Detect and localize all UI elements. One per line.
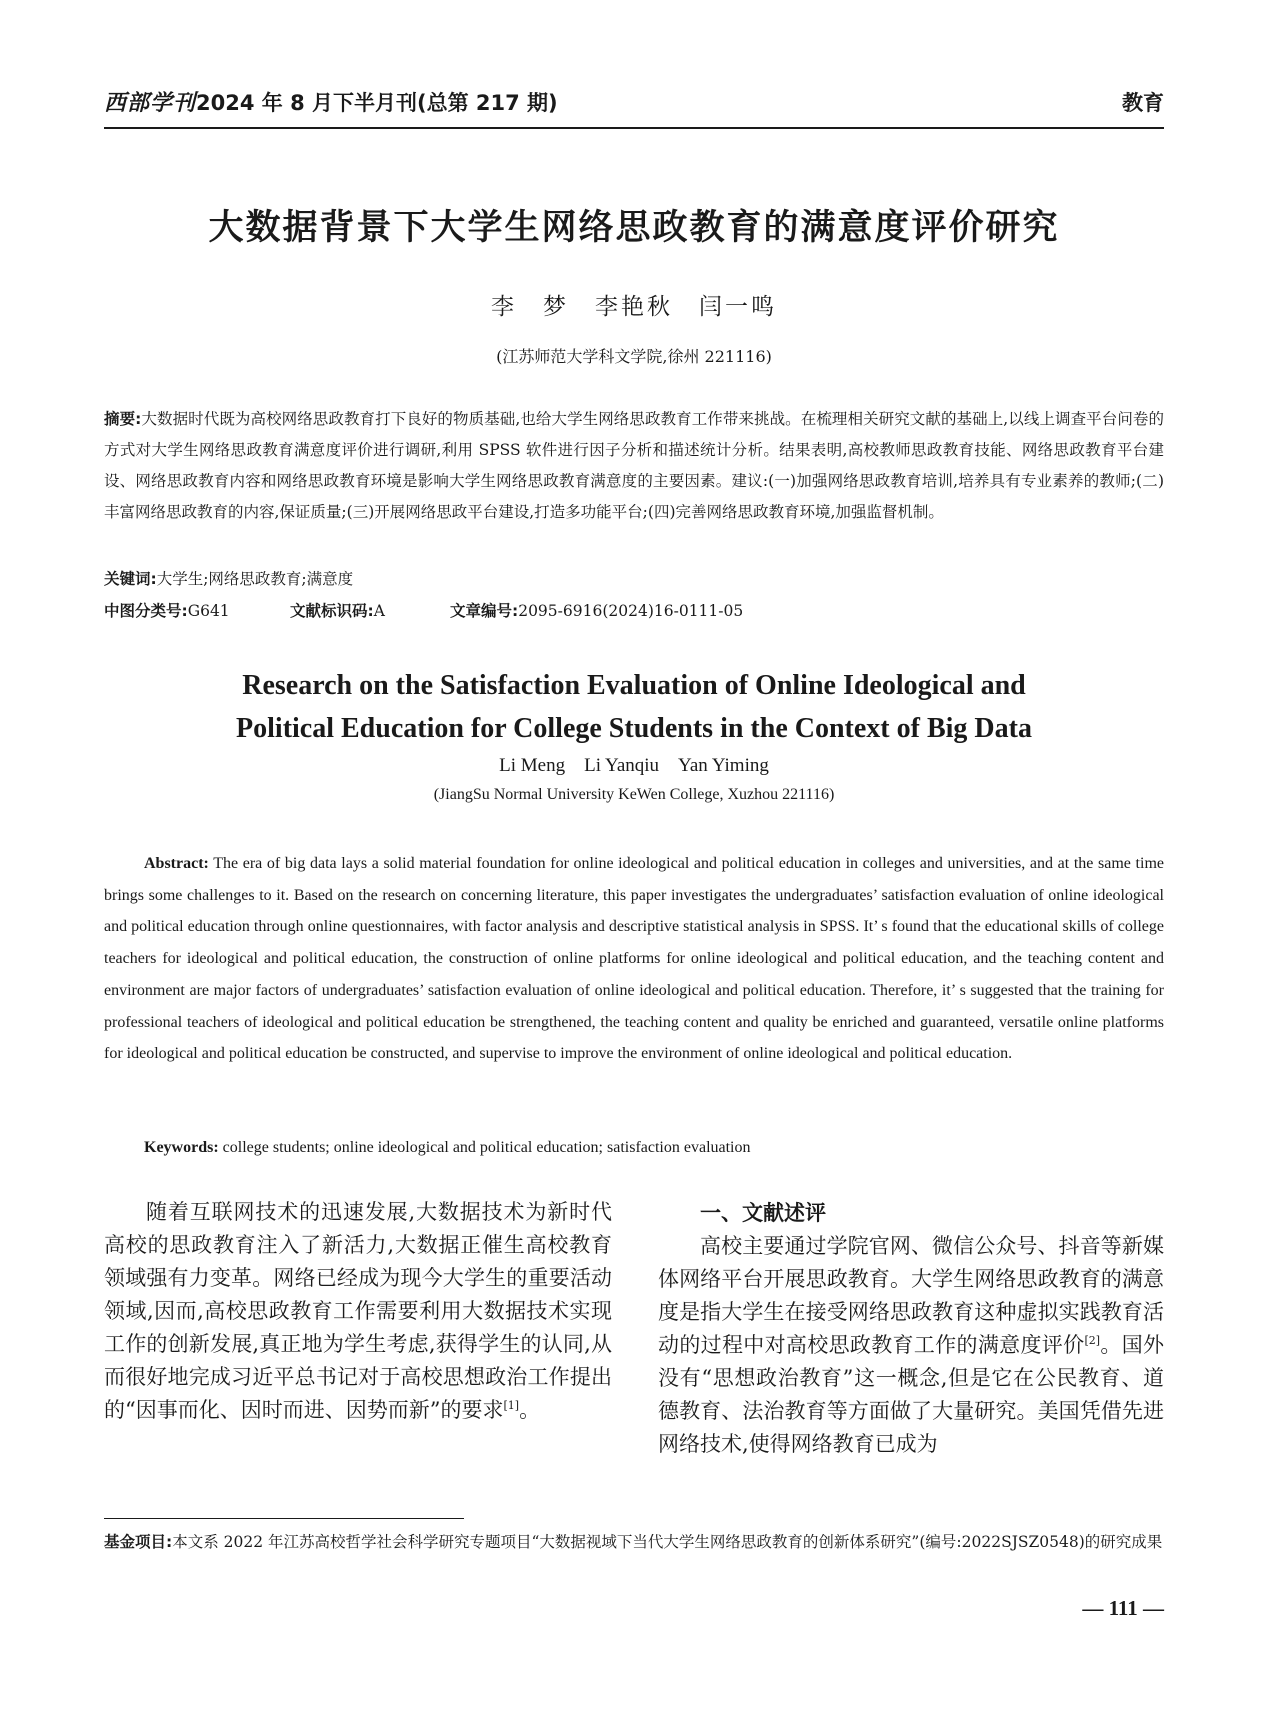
body-column-right xyxy=(658,1196,1164,1461)
section-heading: 一、文献述评 xyxy=(700,1201,826,1225)
running-header xyxy=(104,86,1164,126)
citation-ref: [1] xyxy=(503,1399,520,1412)
authors-english: Li Meng Li Yanqiu Yan Yiming xyxy=(499,755,769,776)
citation-ref: [2] xyxy=(1084,1334,1101,1347)
abstract-english-text: The era of big data lays a solid material foundation for online ideological and political education in colleges and universities, and at the same time brings some challenges to it. Based on the research on concerning literature, this paper investigates the undergraduates’ satisfaction evaluation of online ideological and political education through online questionnaires, with factor analysis and descriptive statistical analysis in SPSS. It’ s found that the educational skills of college teachers for ideological and political education, the construction of online platforms for online ideological and political education, and the teaching content and environment are major factors of undergraduates’ satisfaction evaluation of online ideological and political education. Therefore, it’ s suggested that the training for professional teachers of ideological and political education be strengthened, the teaching content and quality be enriched and guaranteed, versatile online platforms for ideological and political education be constructed, and supervise to improve the environment of online ideological and political education. xyxy=(104,855,1164,1063)
doc-code-value: A xyxy=(373,602,385,620)
abstract-english-label: Abstract: xyxy=(144,855,209,872)
affiliation-english: (JiangSu Normal University KeWen College, Xuzhou 221116) xyxy=(433,786,835,803)
clc-label: 中图分类号: xyxy=(104,602,188,620)
article-number-label: 文章编号: xyxy=(450,602,519,620)
affiliation-chinese: (江苏师范大学科文学院,徐州 221116) xyxy=(496,347,772,366)
literature-paragraph xyxy=(658,1230,1164,1461)
funding-text: 本文系 2022 年江苏高校哲学社会科学研究专题项目“大数据视域下当代大学生网络思政教育的创新体系研究”(编号:2022SJSZ0548)的研究成果 xyxy=(172,1533,1163,1551)
authors-chinese: 李 梦 李艳秋 闫一鸣 xyxy=(491,294,777,320)
keywords-chinese xyxy=(104,564,1164,595)
abstract-chinese-text: 大数据时代既为高校网络思政教育打下良好的物质基础,也给大学生网络思政教育工作带来挑战。在梳理相关研究文献的基础上,以线上调查平台问卷的方式对大学生网络思政教育满意度评价进行调研,利用 SPSS 软件进行因子分析和描述统计分析。结果表明,高校教师思政教育技能、网络思政教育平台建设、网络思政教育内容和网络思政教育环境是影响大学生网络思政教育满意度的主要因素。建议:(一)加强网络思政教育培训,培养具有专业素养的教师;(二)丰富网络思政教育的内容,保证质量;(三)开展网络思政平台建设,打造多功能平台;(四)完善网络思政教育环境,加强监督机制。 xyxy=(104,410,1164,521)
keywords-chinese-label: 关键词: xyxy=(104,570,157,588)
footnote-rule xyxy=(104,1518,464,1519)
article-number-value: 2095-6916(2024)16-0111-05 xyxy=(518,602,744,620)
keywords-english-label: Keywords: xyxy=(144,1139,219,1156)
funding-footnote xyxy=(104,1527,1164,1558)
journal-name: 西部学刊 xyxy=(104,90,197,116)
literature-text-a: 高校主要通过学院官网、微信公众号、抖音等新媒体网络平台开展思政教育。大学生网络思政教育的满意度是指大学生在接受网络思政教育这种虚拟实践教育活动的过程中对高校思政教育工作的满意度评价 xyxy=(658,1234,1164,1357)
abstract-chinese xyxy=(104,404,1164,528)
keywords-english xyxy=(144,1133,1164,1163)
doc-code-label: 文献标识码: xyxy=(290,602,374,620)
header-rule xyxy=(104,127,1164,129)
title-english-line2: Political Education for College Students in the Context of Big Data xyxy=(236,713,1032,744)
page-number: — 111 — xyxy=(1082,1596,1164,1620)
funding-label: 基金项目: xyxy=(104,1533,173,1551)
intro-paragraph xyxy=(104,1196,612,1427)
abstract-chinese-label: 摘要: xyxy=(104,410,142,428)
clc-value: G641 xyxy=(187,602,230,620)
intro-end: 。 xyxy=(519,1398,541,1422)
literature-text-b: 。国外没有“思想政治教育”这一概念,但是它在公民教育、道德教育、法治教育等方面做了大量研究。美国凭借先进网络技术,使得网络教育已成为 xyxy=(658,1333,1165,1456)
section-label: 教育 xyxy=(1122,91,1164,115)
title-english-line1: Research on the Satisfaction Evaluation of Online Ideological and xyxy=(242,670,1026,701)
body-column-left xyxy=(104,1196,612,1427)
intro-text: 随着互联网技术的迅速发展,大数据技术为新时代高校的思政教育注入了新活力,大数据正催生高校教育领域强有力变革。网络已经成为现今大学生的重要活动领域,因而,高校思政教育工作需要利用大数据技术实现工作的创新发展,真正地为学生考虑,获得学生的认同,从而很好地完成习近平总书记对于高校思想政治工作提出的“因事而化、因时而进、因势而新”的要求 xyxy=(104,1200,612,1422)
keywords-english-text: college students; online ideological and political education; satisfaction evaluation xyxy=(222,1139,751,1156)
title-english xyxy=(0,664,1268,750)
abstract-english xyxy=(104,848,1164,1070)
keywords-chinese-text: 大学生;网络思政教育;满意度 xyxy=(156,570,354,588)
classification-line xyxy=(104,596,1164,627)
issue-info: 2024 年 8 月下半月刊(总第 217 期) xyxy=(196,91,558,115)
title-chinese: 大数据背景下大学生网络思政教育的满意度评价研究 xyxy=(208,208,1060,248)
